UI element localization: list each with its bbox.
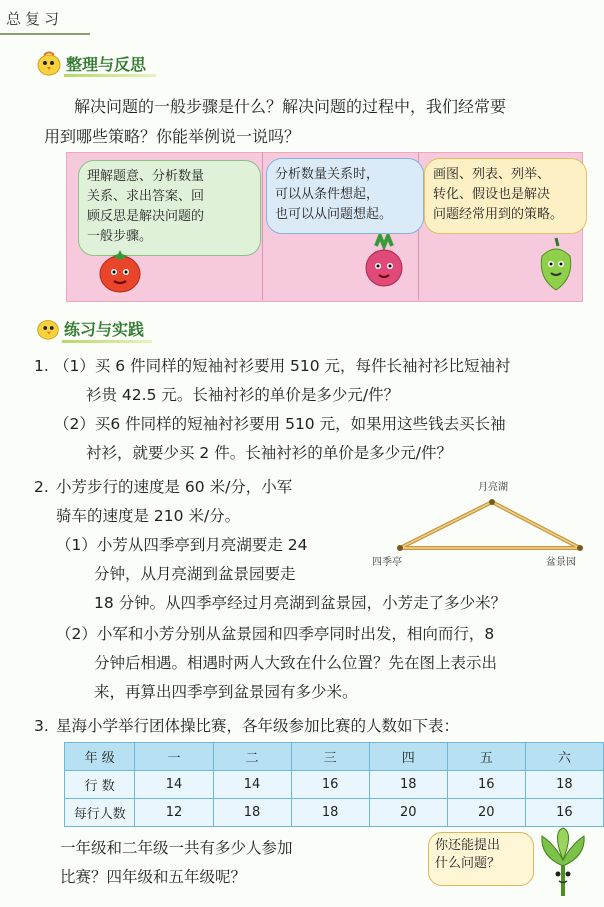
table-cell: 三 bbox=[291, 743, 369, 771]
q2-part1-line2: 分钟，从月亮湖到盆景园要走 bbox=[94, 565, 296, 583]
q1-part1-line1: （1）买 6 件同样的短袖衬衫要用 510 元，每件长袖衬衫比短袖衬 bbox=[54, 357, 511, 375]
table-cell: 14 bbox=[213, 771, 291, 799]
q2-part2-line1: （2）小军和小芳分别从盆景园和四季亭同时出发，相向而行，8 bbox=[56, 625, 495, 643]
table-cell: 16 bbox=[525, 799, 603, 827]
q1-part2-line1: （2）买6 件同样的短袖衬衫要用 510 元，如果用这些钱去买长袖 bbox=[54, 415, 506, 433]
table-cell: 12 bbox=[135, 799, 213, 827]
table-cell: 18 bbox=[369, 771, 447, 799]
bubble-line: 转化、假设也是解决 bbox=[433, 187, 551, 202]
map-label-four-season-pavilion: 四季亭 bbox=[372, 557, 402, 568]
section-underline bbox=[62, 340, 152, 343]
chick-icon bbox=[34, 48, 64, 82]
bubble-line: 也可以从问题想起。 bbox=[275, 207, 393, 222]
table-cell: 六 bbox=[525, 743, 603, 771]
q3-intro: 星海小学举行团体操比赛，各年级参加比赛的人数如下表： bbox=[56, 717, 460, 735]
section-title-practice: 练习与实践 bbox=[64, 320, 145, 339]
q3-question-line2: 比赛？四年级和五年级呢？ bbox=[60, 868, 247, 886]
table-cell: 14 bbox=[135, 771, 213, 799]
callout-line: 你还能提出 bbox=[435, 838, 501, 853]
table-cell: 年 级 bbox=[65, 743, 135, 771]
speech-bubble-analysis bbox=[266, 158, 424, 234]
map-label-bonsai-garden: 盆景园 bbox=[546, 557, 576, 568]
bubble-line: 理解题意、分析数量 bbox=[87, 169, 205, 184]
pepper-mascot-icon bbox=[536, 236, 576, 296]
table-header-row bbox=[65, 743, 604, 771]
prompt-callout bbox=[428, 832, 534, 886]
table-row bbox=[65, 799, 604, 827]
table-cell: 18 bbox=[291, 799, 369, 827]
section-underline bbox=[64, 74, 156, 77]
bubble-line: 画图、列表、列举、 bbox=[433, 167, 551, 182]
q2-part1-line1: （1）小芳从四季亭到月亮湖要走 24 bbox=[56, 536, 308, 554]
table-cell: 16 bbox=[447, 771, 525, 799]
bubble-line: 顾反思是解决问题的 bbox=[87, 209, 205, 224]
callout-line: 什么问题？ bbox=[435, 856, 501, 871]
table-cell: 18 bbox=[213, 799, 291, 827]
bubble-line: 关系、求出答案、回 bbox=[87, 189, 205, 204]
q2-part2-line3: 来，再算出四季亭到盆景园有多少米。 bbox=[94, 683, 358, 701]
bubble-line: 一般步骤。 bbox=[87, 229, 153, 244]
page-header: 总复习 bbox=[6, 10, 64, 28]
table-cell: 20 bbox=[447, 799, 525, 827]
bubble-line: 可以从条件想起， bbox=[275, 187, 380, 202]
map-label-moon-lake: 月亮湖 bbox=[478, 482, 508, 493]
header-divider bbox=[0, 33, 90, 35]
q2-part1-line3: 18 分钟。从四季亭经过月亮湖到盆景园，小芳走了多少米？ bbox=[94, 594, 507, 612]
chick-icon bbox=[34, 314, 62, 346]
q2-part2-line2: 分钟后相遇。相遇时两人大致在什么位置？先在图上表示出 bbox=[94, 654, 498, 672]
table-cell: 16 bbox=[291, 771, 369, 799]
question-number: 1. bbox=[34, 357, 49, 375]
table-row bbox=[65, 771, 604, 799]
table-cell: 18 bbox=[525, 771, 603, 799]
q1-part2-line2: 衬衫，就要少买 2 件。长袖衬衫的单价是多少元/件？ bbox=[86, 444, 452, 462]
speech-bubble-strategies bbox=[424, 158, 587, 234]
q1-part1-line2: 衫贵 42.5 元。长袖衬衫的单价是多少元/件？ bbox=[86, 386, 400, 404]
radish-mascot-icon bbox=[360, 234, 408, 294]
table-cell: 每行人数 bbox=[65, 799, 135, 827]
table-cell: 一 bbox=[135, 743, 213, 771]
bubble-line: 问题经常用到的策略。 bbox=[433, 207, 564, 222]
q2-intro-line2: 骑车的速度是 210 米/分。 bbox=[56, 507, 241, 525]
participants-table bbox=[64, 742, 604, 827]
bubble-line: 分析数量关系时， bbox=[275, 167, 380, 182]
question-number: 2. bbox=[34, 478, 49, 496]
panel-divider bbox=[262, 152, 263, 300]
table-cell: 五 bbox=[447, 743, 525, 771]
question-number: 3. bbox=[34, 717, 49, 735]
intro-line-2: 用到哪些策略？你能举例说一说吗？ bbox=[44, 127, 301, 146]
table-cell: 行 数 bbox=[65, 771, 135, 799]
speech-bubble-steps bbox=[78, 160, 261, 256]
q2-intro-line1: 小芳步行的速度是 60 米/分，小军 bbox=[56, 478, 293, 496]
table-cell: 二 bbox=[213, 743, 291, 771]
q3-question-line1: 一年级和二年级一共有多少人参加 bbox=[60, 839, 293, 857]
intro-line-1: 解决问题的一般步骤是什么？解决问题的过程中，我们经常要 bbox=[74, 97, 507, 116]
cabbage-mascot-icon bbox=[532, 826, 594, 904]
table-cell: 四 bbox=[369, 743, 447, 771]
section-title-review: 整理与反思 bbox=[66, 55, 147, 74]
tomato-mascot-icon bbox=[92, 246, 148, 302]
table-cell: 20 bbox=[369, 799, 447, 827]
